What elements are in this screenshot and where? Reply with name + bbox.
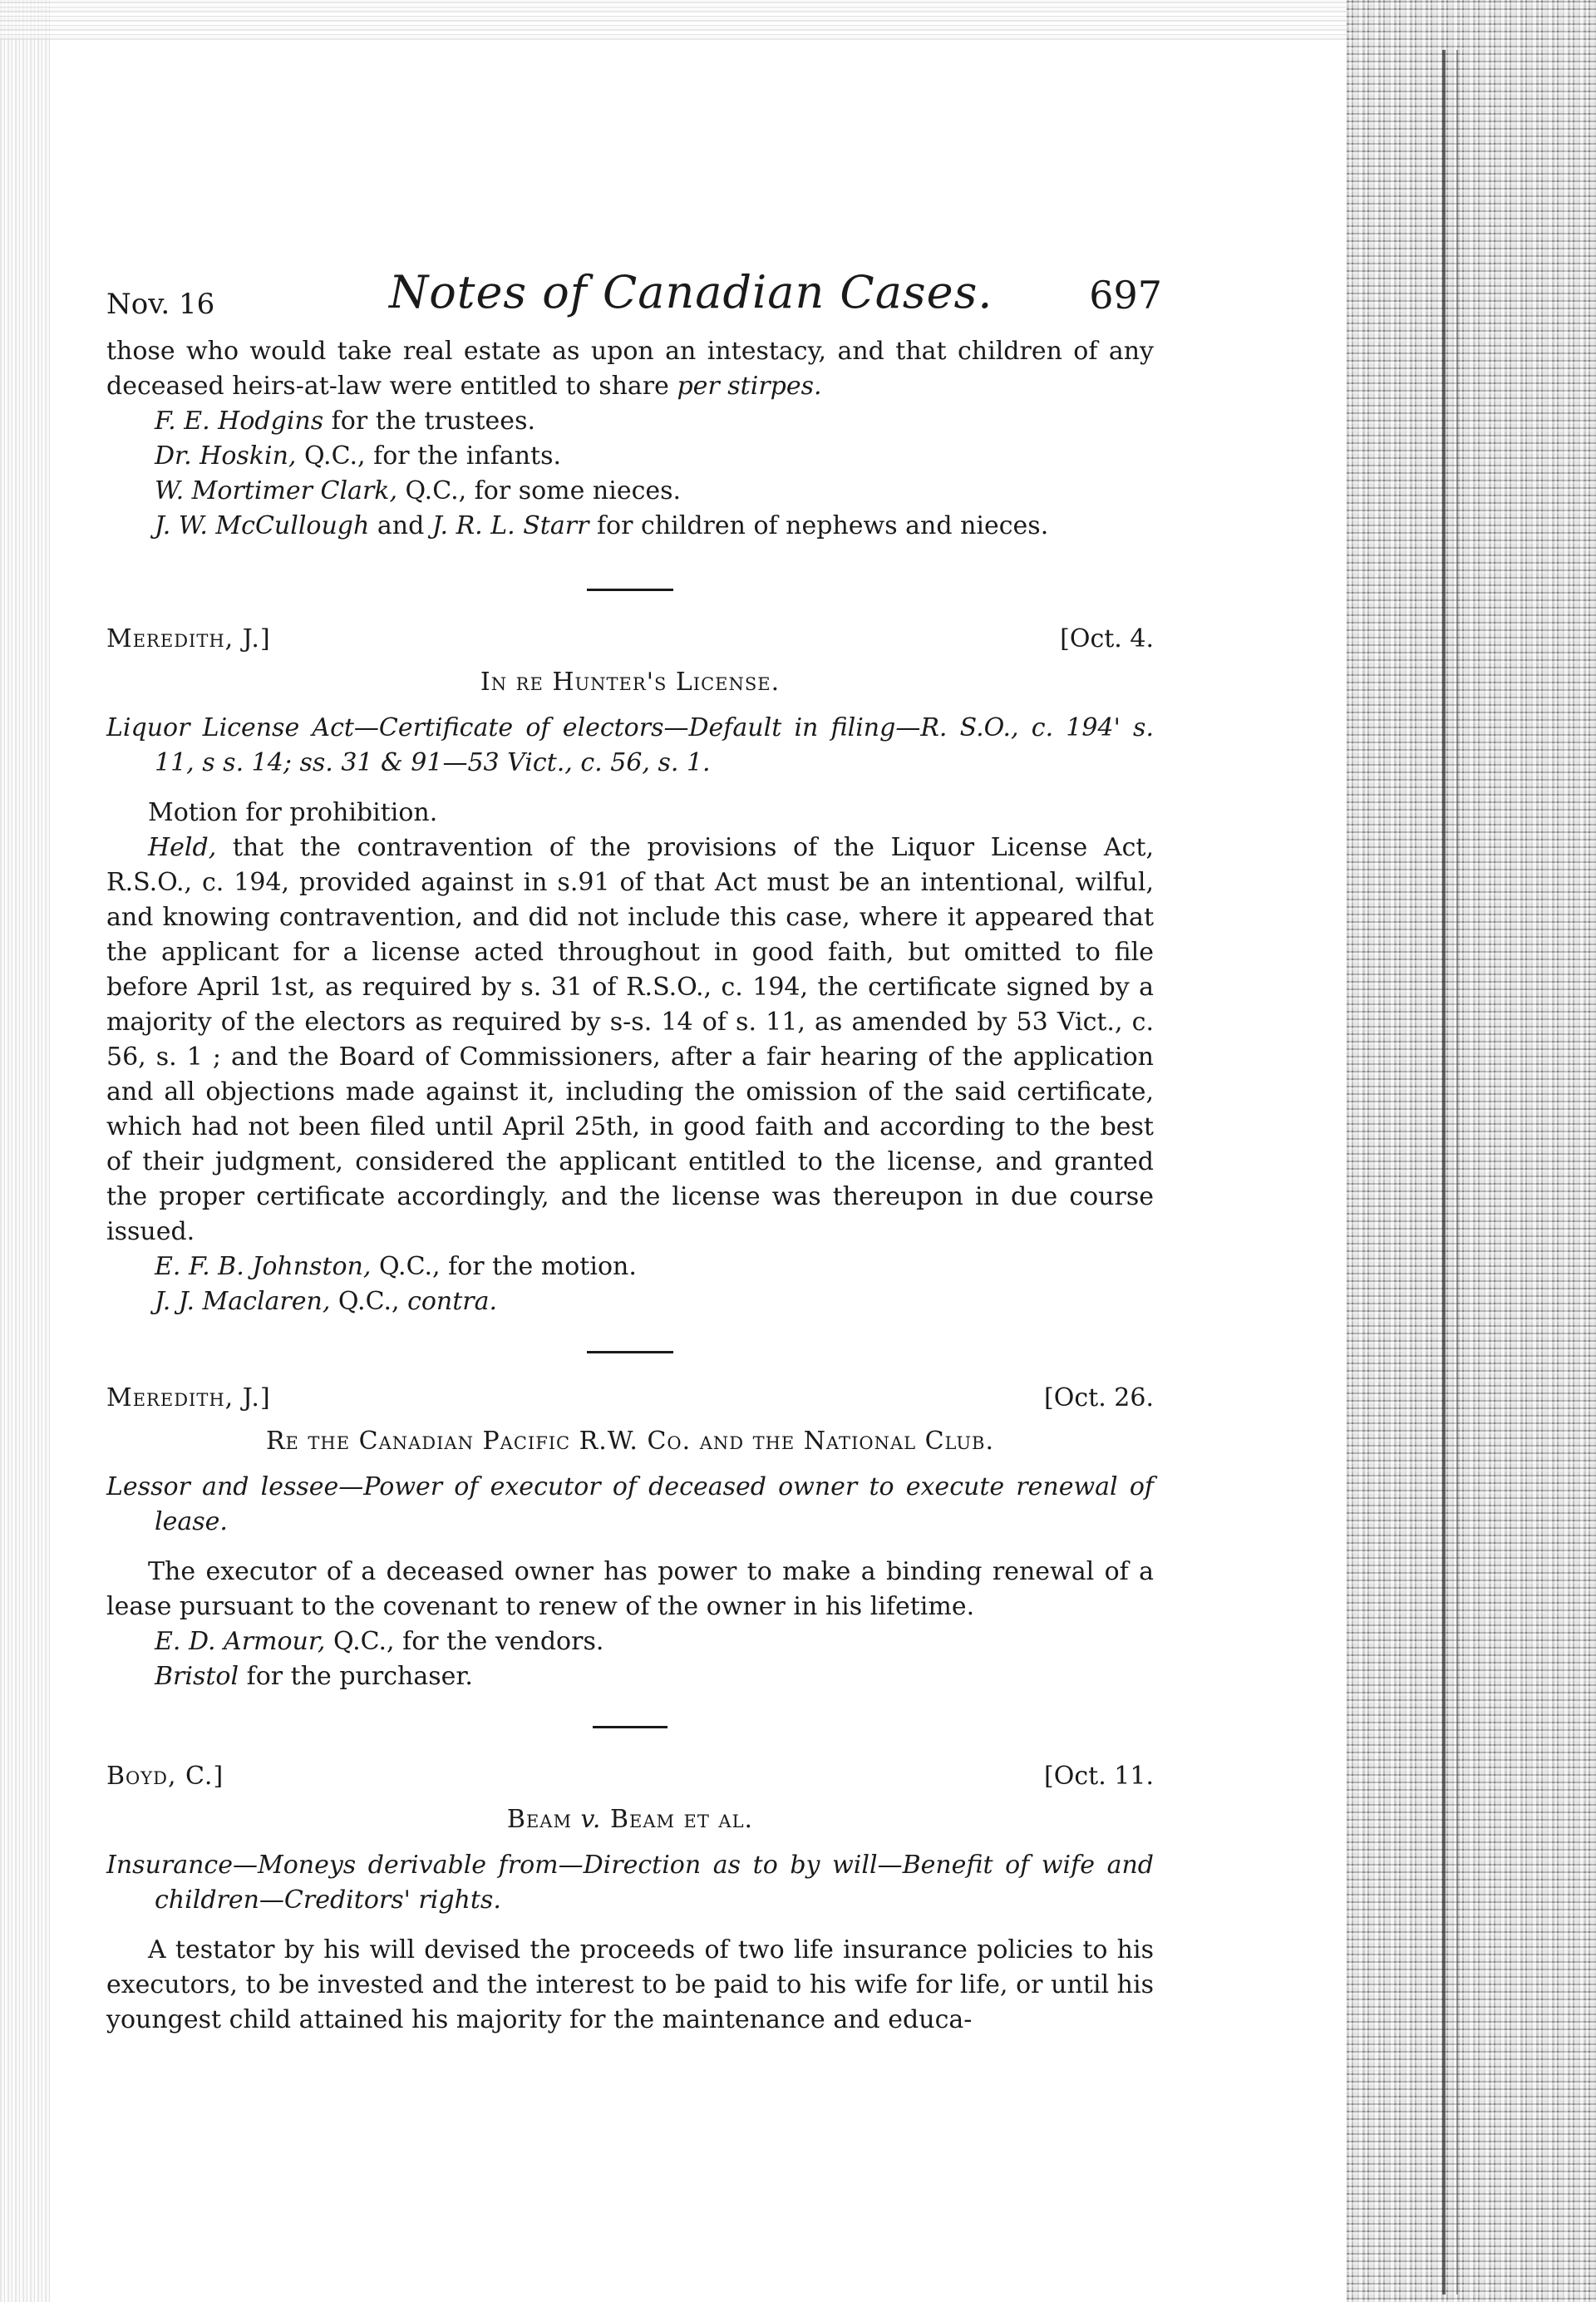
case-headnote: Liquor License Act—Certificate of electors—Default in filing—R. S.O., c. 194' s. 11, s s. 14; ss. 31 & 91—53 Vict., c. 56, s. 1. (106, 713, 1154, 777)
scan-page-edge-speckle (1347, 0, 1596, 2302)
carryover-paragraph (106, 334, 1154, 404)
counsel-role: Q.C., for some nieces. (397, 476, 682, 505)
counsel-name: J. W. McCullough (155, 511, 370, 540)
counsel-line (106, 509, 1154, 544)
scan-noise-left (0, 0, 50, 2302)
case-judge: Boyd, C.] (106, 1762, 224, 1791)
counsel-line (106, 1659, 1154, 1694)
section-divider (593, 1726, 667, 1728)
held-text: that the contravention of the provisions of the Liquor License Act, R.S.O., c. 194, provided against in s.91 of that Act must be an intentional, wilful, and knowing contravention, and did not include this case, where it appeared that the applicant for a license acted throughout in good faith, but omitted to file before April 1st, as required by s. 31 of R.S.O., c. 194, the certificate signed by a majority of the electors as required by s-s. 14 of s. 11, as amended by 53 Vict., c. 56, s. 1 ; and the Board of Commissioners, after a fair hearing of the application and all objections made against it, including the omission of the said certificate, which had not been filed until April 25th, in good faith and according to the best of their judgment, considered the applicant entitled to the license, and granted the proper certificate accordingly, and the license was thereupon in due course issued. (106, 833, 1154, 1246)
counsel-name: W. Mortimer Clark, (155, 476, 398, 505)
counsel-name: Dr. Hoskin, (155, 441, 297, 471)
carryover-text: those who would take real estate as upon an intestacy, and that children of any deceased heirs-at-law were entitled to share (106, 337, 1154, 401)
counsel-name-2: J. R. L. Starr (431, 511, 589, 540)
case-headnote: Insurance—Moneys derivable from—Direction as to by will—Benefit of wife and children—Creditors' rights. (106, 1851, 1154, 1915)
counsel-line (106, 1250, 1154, 1284)
case-title: In re Hunter's License. (480, 668, 781, 697)
header-date: Nov. 16 (106, 288, 215, 321)
case-motion: Motion for prohibition. (148, 798, 438, 827)
page-number: 697 (1089, 273, 1162, 318)
held-label: Held, (148, 833, 217, 862)
case-judge: Meredith, J.] (106, 1383, 271, 1412)
counsel-role: Q.C., for the motion. (371, 1252, 637, 1281)
case-body: The executor of a deceased owner has power to make a binding renewal of a lease pursuant to the covenant to renew of the owner in his lifetime. (106, 1557, 1154, 1621)
case-headnote: Lessor and lessee—Power of executor of deceased owner to execute renewal of lease. (106, 1472, 1154, 1536)
counsel-line (106, 474, 1154, 509)
counsel-name: E. D. Armour, (155, 1627, 326, 1656)
case-title-party-1: Beam (506, 1805, 581, 1834)
page-title: Notes of Canadian Cases. (389, 266, 993, 318)
counsel-line (106, 404, 1154, 439)
scan-noise-top (0, 0, 1363, 40)
case-title-versus: v. (580, 1805, 602, 1834)
counsel-line (106, 1624, 1154, 1659)
case-title-party-2: Beam et al. (601, 1805, 754, 1834)
counsel-name: Bristol (155, 1662, 239, 1691)
counsel-joiner: and (369, 511, 432, 540)
counsel-name: E. F. B. Johnston, (155, 1252, 372, 1281)
counsel-name: J. J. Maclaren, (155, 1287, 331, 1316)
case-holding (106, 831, 1154, 1250)
counsel-line (106, 439, 1154, 474)
case-judge-row (106, 624, 1154, 661)
case-date: [Oct. 26. (1044, 1383, 1154, 1412)
counsel-role-italic: contra. (407, 1287, 498, 1316)
gutter-line-secondary (1456, 50, 1458, 2295)
case-title (106, 1802, 1154, 1838)
section-divider (587, 1351, 673, 1353)
gutter-line (1442, 50, 1446, 2295)
counsel-role: for the purchaser. (239, 1662, 473, 1691)
counsel-role: Q.C., (330, 1287, 408, 1316)
case-date: [Oct. 4. (1060, 624, 1154, 653)
counsel-line (106, 1284, 1154, 1319)
section-divider (587, 589, 673, 591)
case-body: A testator by his will devised the proceeds of two life insurance policies to his executors, to be invested and the interest to be paid to his wife for life, or until his youngest child attained his majority for the maintenance and educa- (106, 1935, 1154, 2034)
case-judge: Meredith, J.] (106, 624, 271, 653)
counsel-name: F. E. Hodgins (155, 407, 324, 436)
case-title: Re the Canadian Pacific R.W. Co. and the National Club. (265, 1427, 995, 1456)
counsel-role: Q.C., for the infants. (296, 441, 562, 471)
counsel-role: Q.C., for the vendors. (325, 1627, 604, 1656)
page-content (106, 266, 1162, 2038)
running-header (106, 266, 1162, 333)
counsel-role: for children of nephews and nieces. (589, 511, 1049, 540)
case-judge-row (106, 1762, 1154, 1798)
case-judge-row (106, 1383, 1154, 1420)
counsel-role: for the trustees. (323, 407, 535, 436)
carryover-italic: per stirpes. (677, 372, 822, 401)
case-date: [Oct. 11. (1044, 1762, 1154, 1791)
